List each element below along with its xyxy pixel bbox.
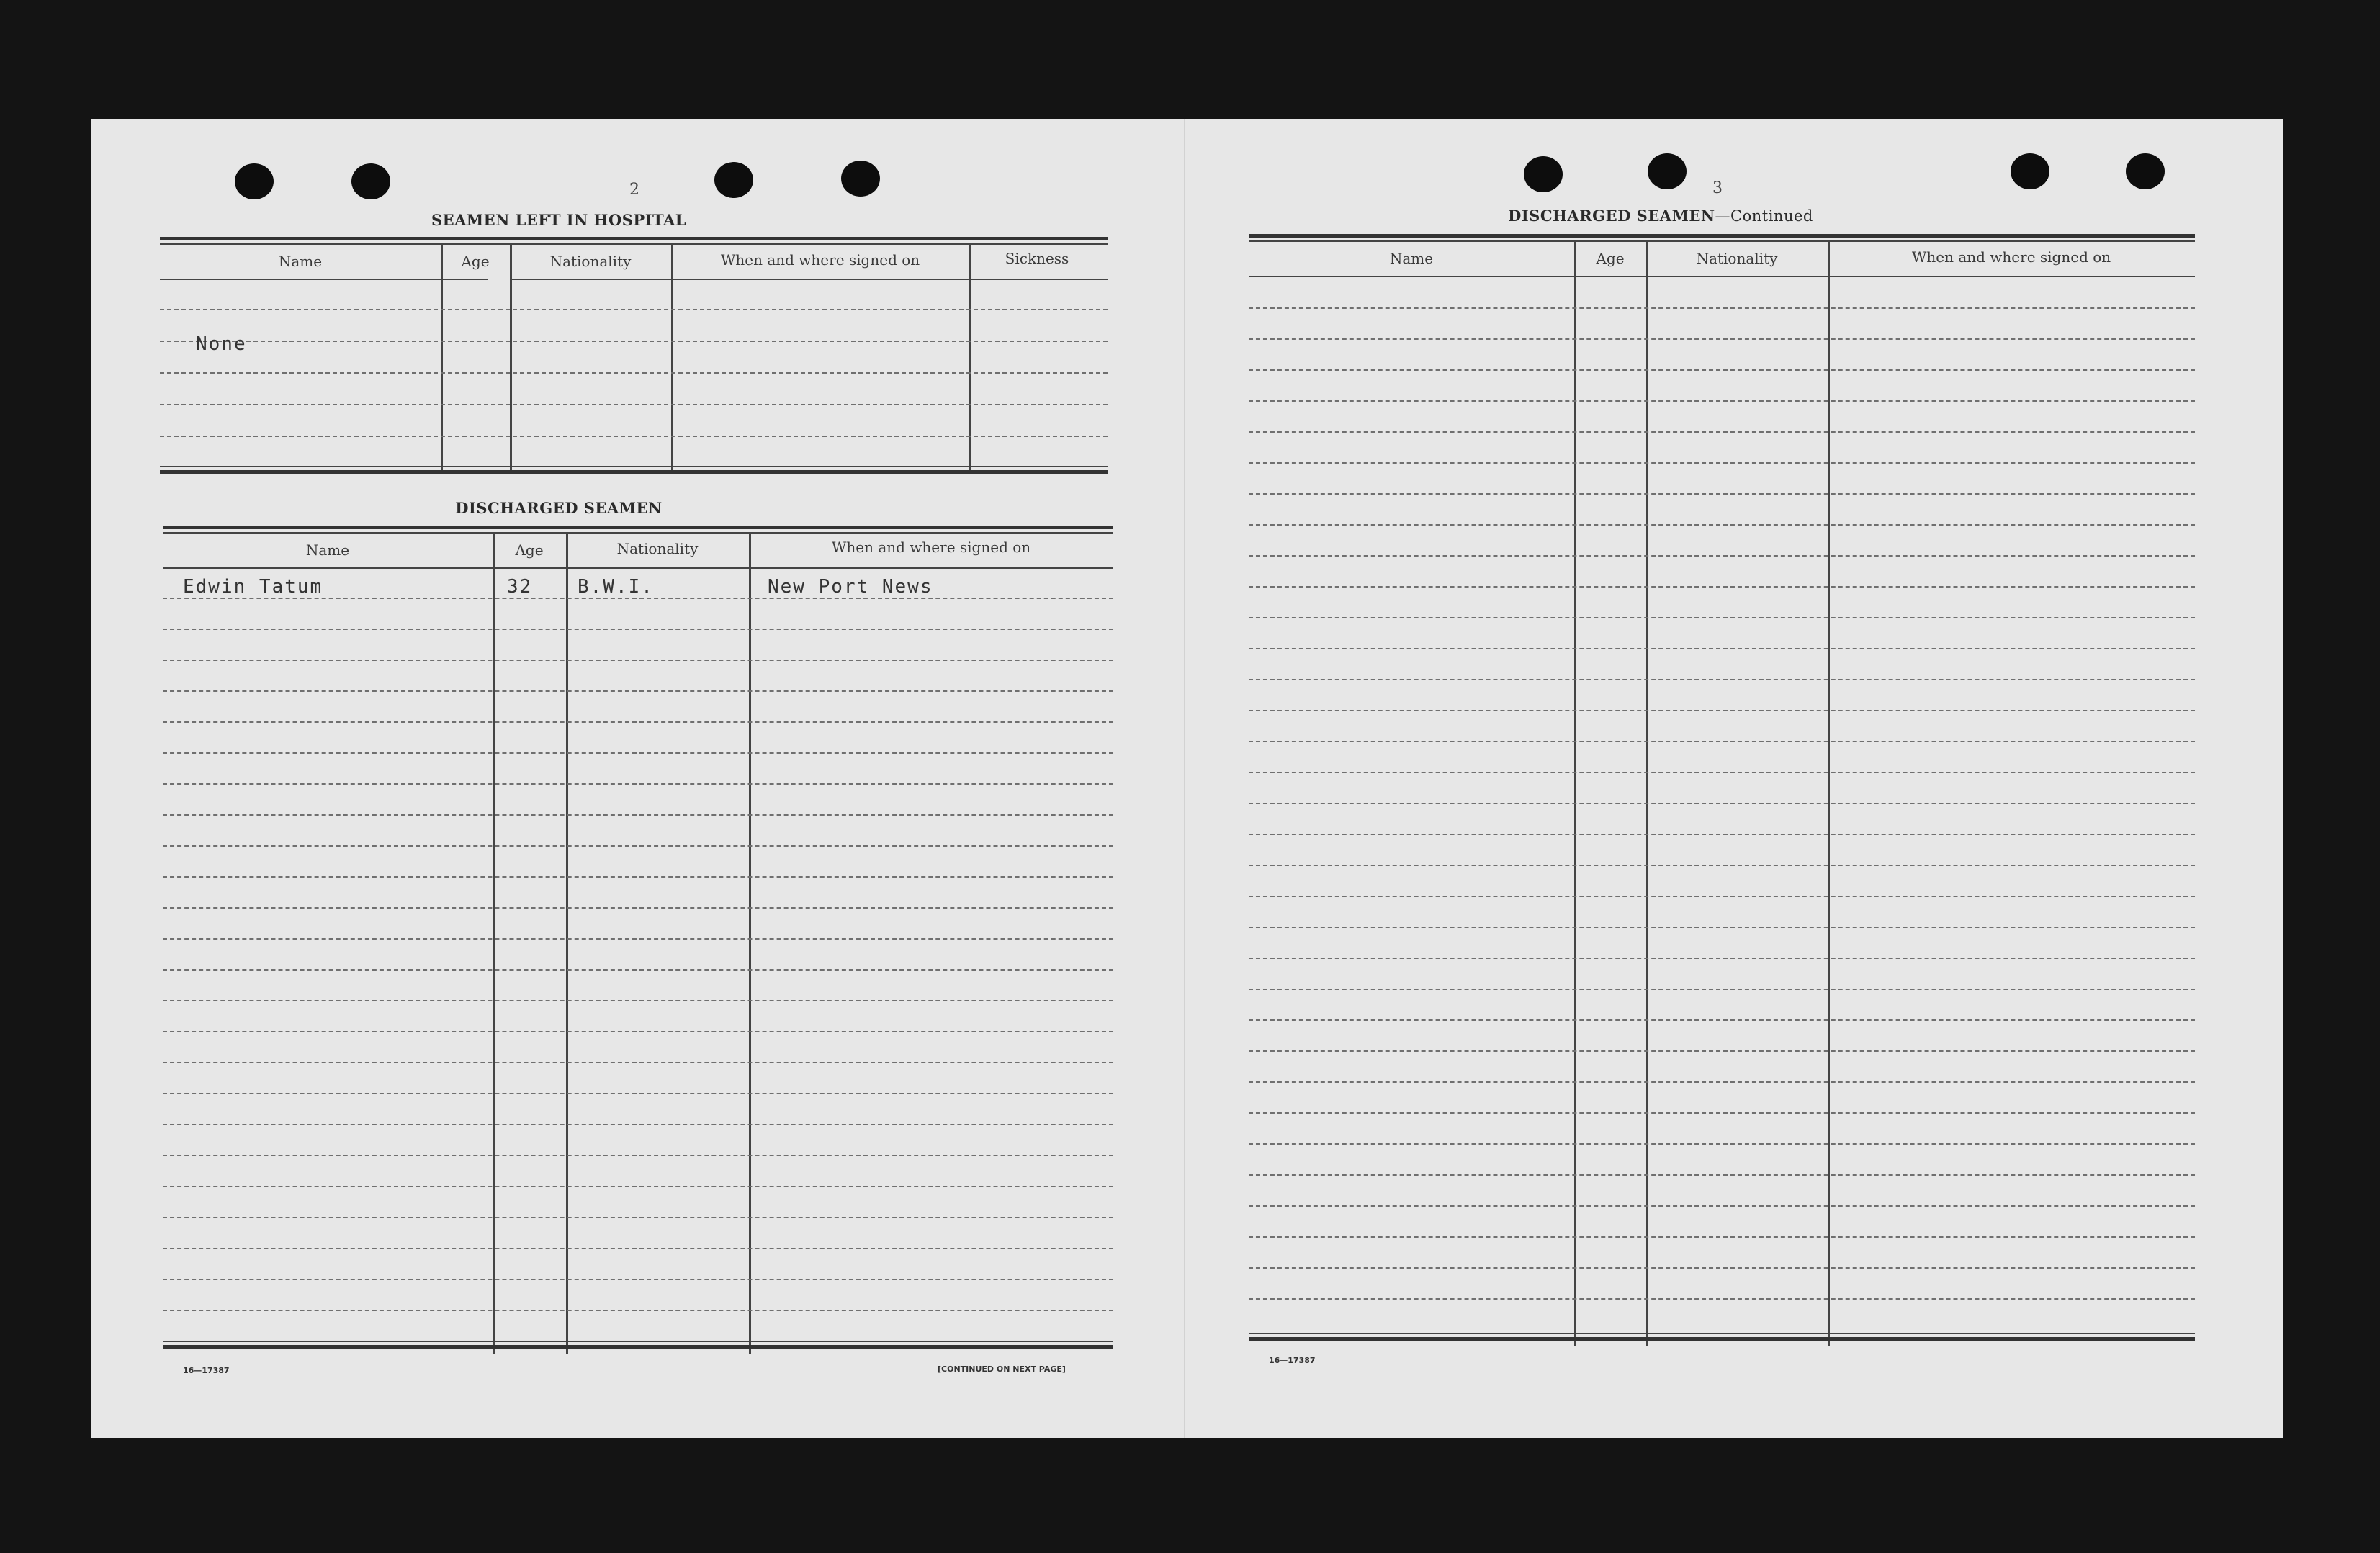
discharged-row-name: Edwin Tatum (183, 576, 323, 598)
ruled-line (160, 341, 1108, 342)
ruled-line (163, 1248, 1113, 1249)
ruled-line (1249, 803, 2195, 804)
ruled-line (163, 752, 1113, 754)
form-number: 16—17387 (183, 1366, 230, 1375)
ruled-line (163, 598, 1113, 599)
ruled-line (1249, 741, 2195, 742)
table-bottom-rule (1249, 1333, 2195, 1334)
ruled-line (1249, 369, 2195, 371)
left-page (91, 119, 1185, 1438)
ruled-line (160, 404, 1108, 405)
column-header-nationality: Nationality (1696, 250, 1778, 267)
ruled-line (1249, 524, 2195, 526)
ruled-line (163, 1279, 1113, 1280)
ruled-line (1249, 958, 2195, 959)
ruled-line (1249, 1267, 2195, 1269)
ruled-line (1249, 431, 2195, 433)
column-divider (566, 533, 568, 1354)
ruled-line (1249, 1236, 2195, 1238)
table-bottom-rule (163, 1341, 1113, 1342)
column-header-signed-on: When and where signed on (1911, 248, 2111, 266)
ruled-line (1249, 927, 2195, 928)
ruled-line (163, 721, 1113, 723)
page-number: 3 (1712, 179, 1723, 197)
ruled-line (163, 1062, 1113, 1063)
column-divider (510, 244, 512, 474)
ruled-line (163, 1217, 1113, 1218)
ruled-line (1249, 462, 2195, 464)
column-divider (1574, 241, 1576, 1346)
discharged-row-nationality: B.W.I. (578, 576, 654, 598)
discharged-continued-title (1387, 207, 1934, 225)
table-bottom-rule (160, 466, 1108, 467)
ruled-line (1249, 896, 2195, 897)
column-header-age: Age (461, 253, 490, 270)
table-top-rule (1249, 240, 2195, 242)
form-number: 16—17387 (1269, 1356, 1316, 1365)
ruled-line (1249, 617, 2195, 618)
header-underline (510, 279, 1108, 280)
table-bottom-rule (160, 470, 1108, 474)
column-header-name: Name (1389, 250, 1434, 267)
ruled-line (163, 690, 1113, 692)
hospital-table (160, 237, 1108, 480)
ruled-line (163, 876, 1113, 878)
column-divider (749, 533, 751, 1354)
ruled-line (1249, 1019, 2195, 1021)
ruled-line (1249, 865, 2195, 866)
table-top-rule (1249, 234, 2195, 238)
discharged-row-age: 32 (507, 576, 533, 598)
column-divider (1828, 241, 1830, 1346)
ruled-line (1249, 1205, 2195, 1207)
ruled-line (1249, 648, 2195, 649)
discharged-section-title: DISCHARGED SEAMEN (455, 499, 663, 517)
ruled-line (1249, 1112, 2195, 1114)
ruled-line (163, 1186, 1113, 1187)
discharged-continued-table (1249, 234, 2195, 1351)
column-divider (441, 244, 443, 474)
table-top-rule (163, 532, 1113, 534)
punch-hole (235, 163, 274, 199)
table-bottom-rule (163, 1345, 1113, 1349)
header-underline (1249, 276, 2195, 277)
ruled-line (1249, 1050, 2195, 1052)
column-divider (493, 533, 495, 1354)
column-header-nationality: Nationality (549, 253, 632, 270)
discharged-row-signed-on: New Port News (768, 576, 933, 598)
ruled-line (1249, 1143, 2195, 1145)
ruled-line (1249, 338, 2195, 340)
punch-hole (841, 161, 880, 197)
table-top-rule (160, 237, 1108, 240)
hospital-entry-name: None (196, 333, 247, 355)
ruled-line (163, 1093, 1113, 1094)
column-divider (969, 244, 971, 474)
title-bold: DISCHARGED SEAMEN (1508, 207, 1715, 225)
ruled-line (163, 783, 1113, 785)
punch-hole (2126, 153, 2165, 189)
ruled-line (1249, 679, 2195, 680)
ruled-line (163, 1000, 1113, 1001)
column-header-sickness: Sickness (1005, 250, 1069, 267)
ruled-line (163, 1310, 1113, 1311)
column-divider (1646, 241, 1648, 1346)
ruled-line (1249, 555, 2195, 557)
ruled-line (1249, 493, 2195, 495)
hospital-section-title: SEAMEN LEFT IN HOSPITAL (431, 211, 687, 229)
table-top-rule (160, 243, 1108, 245)
table-bottom-rule (1249, 1337, 2195, 1341)
punch-hole (1524, 156, 1563, 192)
ruled-line (1249, 586, 2195, 588)
column-header-age: Age (515, 541, 544, 559)
ruled-line (1249, 834, 2195, 835)
column-header-name: Name (278, 253, 323, 270)
page-number: 2 (629, 181, 639, 199)
column-divider (671, 244, 673, 474)
ruled-line (1249, 1174, 2195, 1176)
column-header-signed-on: When and where signed on (720, 251, 920, 269)
ruled-line (163, 1031, 1113, 1032)
table-top-rule (163, 526, 1113, 529)
ruled-line (1249, 989, 2195, 990)
title-suffix: —Continued (1715, 207, 1813, 225)
column-header-age: Age (1596, 250, 1625, 267)
ruled-line (163, 629, 1113, 630)
punch-hole (714, 162, 753, 198)
document-sheet (91, 119, 2283, 1438)
ruled-line (163, 907, 1113, 909)
ruled-line (163, 938, 1113, 940)
ruled-line (1249, 1298, 2195, 1300)
ruled-line (160, 372, 1108, 374)
ruled-line (1249, 710, 2195, 711)
ruled-line (1249, 1081, 2195, 1083)
header-underline (160, 279, 488, 280)
header-underline (163, 567, 1113, 569)
right-page (1185, 119, 2283, 1438)
ruled-line (163, 845, 1113, 847)
column-header-name: Name (305, 541, 350, 559)
ruled-line (1249, 400, 2195, 402)
ruled-line (163, 1155, 1113, 1156)
punch-hole (1648, 153, 1687, 189)
ruled-line (1249, 307, 2195, 309)
discharged-table (163, 526, 1113, 1354)
ruled-line (163, 1124, 1113, 1125)
punch-hole (2011, 153, 2049, 189)
ruled-line (163, 814, 1113, 816)
column-header-signed-on: When and where signed on (831, 539, 1031, 556)
ruled-line (1249, 772, 2195, 773)
column-header-nationality: Nationality (616, 540, 699, 557)
continued-note: [CONTINUED ON NEXT PAGE] (938, 1364, 1066, 1374)
ruled-line (160, 436, 1108, 437)
ruled-line (160, 309, 1108, 310)
ruled-line (163, 969, 1113, 971)
punch-hole (351, 163, 390, 199)
ruled-line (163, 660, 1113, 661)
